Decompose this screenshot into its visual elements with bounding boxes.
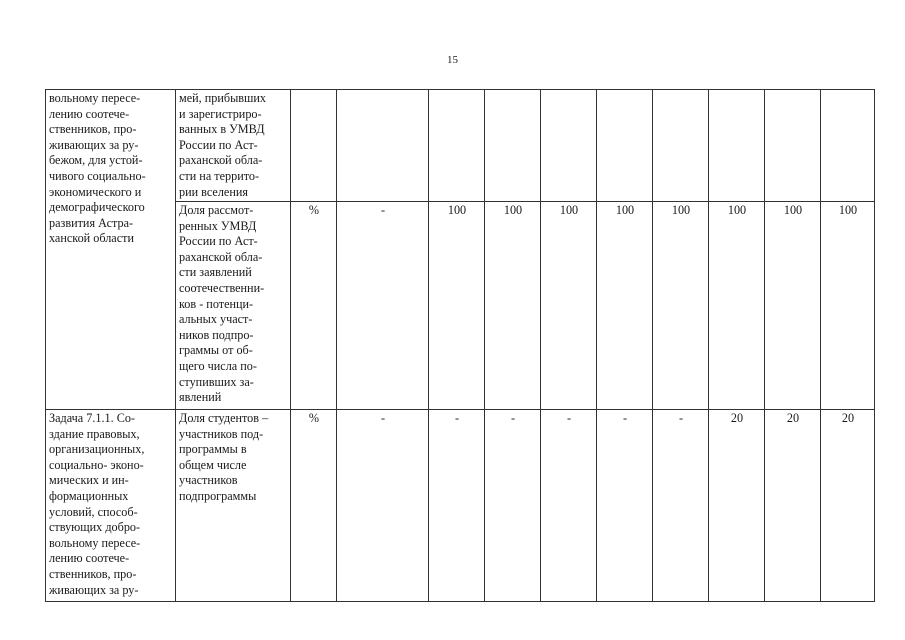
indicator-text: Доля рассмот- ренных УМВД России по Аст- раханской обла- сти заявлений соотечественни- ков - потенци- альных участ- ников подпро- граммы от об- щего числа по- ступивших за- явлений: [179, 203, 265, 405]
value-cell: -: [485, 410, 541, 602]
value-cell: [429, 90, 485, 202]
indicators-table: [45, 89, 875, 602]
task-text: Задача 7.1.1. Со- здание правовых, организационных, социально- эконо- мических и ин- формационных условий, способ- ствующих добро- вольному пересе- лению соотече- ственников, про- живающих за ру-: [49, 411, 145, 597]
value-cell: [765, 90, 821, 202]
value-cell: 20: [821, 410, 875, 602]
value-cell: 100: [653, 202, 709, 410]
value-cell: -: [653, 410, 709, 602]
value-cell: [485, 90, 541, 202]
value-cell: -: [429, 410, 485, 602]
value-cell: [541, 90, 597, 202]
indicator-cell: [176, 410, 291, 602]
task-cell: [46, 90, 176, 410]
value-cell: -: [541, 410, 597, 602]
value-cell: [821, 90, 875, 202]
indicator-text: Доля студентов – участников под- программы в общем числе участников подпрограммы: [179, 411, 269, 503]
value-cell: 100: [541, 202, 597, 410]
value-cell: 20: [709, 410, 765, 602]
value-cell: 100: [597, 202, 653, 410]
unit-cell: [291, 90, 337, 202]
value-cell: [709, 90, 765, 202]
value-cell: [597, 90, 653, 202]
value-cell: -: [597, 410, 653, 602]
unit-cell: %: [291, 410, 337, 602]
table-row: [46, 410, 875, 602]
indicator-text: мей, прибывших и зарегистриро- ванных в УМВД России по Аст- раханской обла- сти на террито- рии вселения: [179, 91, 267, 199]
value-cell: 100: [821, 202, 875, 410]
base-value-cell: -: [337, 202, 429, 410]
value-cell: [653, 90, 709, 202]
value-cell: 100: [485, 202, 541, 410]
page-number: 15: [447, 54, 458, 66]
base-value-cell: [337, 90, 429, 202]
base-value-cell: -: [337, 410, 429, 602]
unit-cell: %: [291, 202, 337, 410]
table-row: [46, 90, 875, 202]
indicator-cell: [176, 90, 291, 202]
task-cell: [46, 410, 176, 602]
value-cell: 100: [709, 202, 765, 410]
value-cell: 100: [429, 202, 485, 410]
task-text: вольному пересе- лению соотече- ственников, про- живающих за ру- бежом, для устой- чивого социально- экономического и демографического развития Астра- ханской области: [49, 91, 146, 246]
value-cell: 100: [765, 202, 821, 410]
indicator-cell: [176, 202, 291, 410]
value-cell: 20: [765, 410, 821, 602]
